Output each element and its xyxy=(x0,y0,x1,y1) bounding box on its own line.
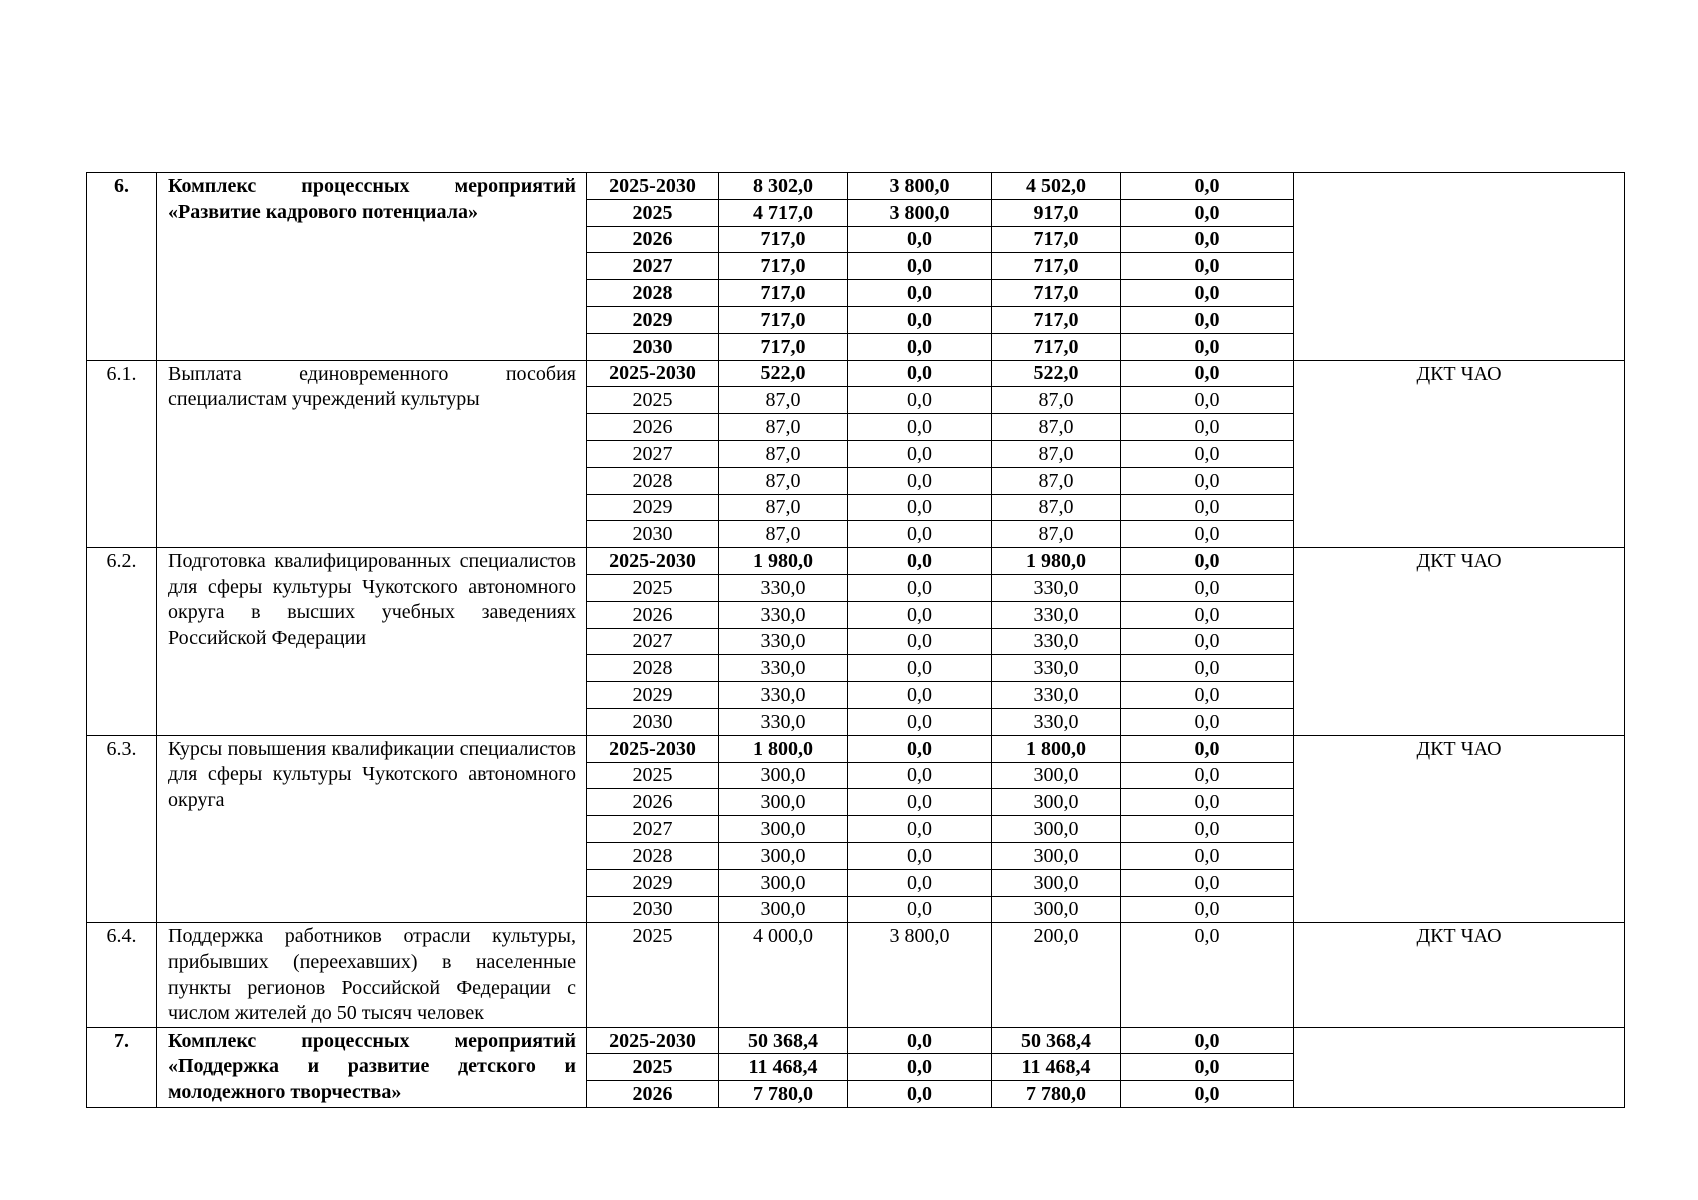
regional-budget-cell: 87,0 xyxy=(992,467,1121,494)
regional-budget-cell: 330,0 xyxy=(992,628,1121,655)
other-sources-cell: 0,0 xyxy=(1121,414,1294,441)
federal-budget-cell: 0,0 xyxy=(848,280,992,307)
regional-budget-cell: 330,0 xyxy=(992,655,1121,682)
other-sources-cell: 0,0 xyxy=(1121,360,1294,387)
total-cell: 330,0 xyxy=(719,601,848,628)
other-sources-cell: 0,0 xyxy=(1121,735,1294,762)
period-cell: 2027 xyxy=(587,253,719,280)
other-sources-cell: 0,0 xyxy=(1121,869,1294,896)
federal-budget-cell: 0,0 xyxy=(848,548,992,575)
other-sources-cell: 0,0 xyxy=(1121,601,1294,628)
other-sources-cell: 0,0 xyxy=(1121,173,1294,200)
table-row xyxy=(87,173,1625,200)
regional-budget-cell: 300,0 xyxy=(992,789,1121,816)
total-cell: 87,0 xyxy=(719,414,848,441)
regional-budget-cell: 87,0 xyxy=(992,440,1121,467)
federal-budget-cell: 0,0 xyxy=(848,440,992,467)
federal-budget-cell: 0,0 xyxy=(848,789,992,816)
period-cell: 2025-2030 xyxy=(587,173,719,200)
regional-budget-cell: 917,0 xyxy=(992,199,1121,226)
item-number: 6.1. xyxy=(87,360,157,548)
item-name: Комплекс процессных мероприятий «Развитие кадрового потенциала» xyxy=(157,173,587,361)
federal-budget-cell: 0,0 xyxy=(848,1081,992,1108)
total-cell: 87,0 xyxy=(719,387,848,414)
regional-budget-cell: 4 502,0 xyxy=(992,173,1121,200)
federal-budget-cell: 3 800,0 xyxy=(848,173,992,200)
period-cell: 2027 xyxy=(587,440,719,467)
federal-budget-cell: 0,0 xyxy=(848,682,992,709)
item-number: 7. xyxy=(87,1027,157,1107)
regional-budget-cell: 300,0 xyxy=(992,869,1121,896)
total-cell: 1 800,0 xyxy=(719,735,848,762)
federal-budget-cell: 0,0 xyxy=(848,306,992,333)
regional-budget-cell: 1 980,0 xyxy=(992,548,1121,575)
federal-budget-cell: 0,0 xyxy=(848,574,992,601)
item-name: Подготовка квалифицированных специалистов для сферы культуры Чукотского автономного округа в высших учебных заведениях Российской Федерации xyxy=(157,548,587,736)
other-sources-cell: 0,0 xyxy=(1121,548,1294,575)
regional-budget-cell: 200,0 xyxy=(992,923,1121,1027)
regional-budget-cell: 330,0 xyxy=(992,708,1121,735)
total-cell: 11 468,4 xyxy=(719,1054,848,1081)
total-cell: 300,0 xyxy=(719,816,848,843)
total-cell: 330,0 xyxy=(719,708,848,735)
responsible-executor: ДКТ ЧАО xyxy=(1294,360,1625,548)
period-cell: 2026 xyxy=(587,601,719,628)
federal-budget-cell: 0,0 xyxy=(848,494,992,521)
federal-budget-cell: 3 800,0 xyxy=(848,923,992,1027)
federal-budget-cell: 0,0 xyxy=(848,360,992,387)
other-sources-cell: 0,0 xyxy=(1121,923,1294,1027)
period-cell: 2026 xyxy=(587,414,719,441)
period-cell: 2029 xyxy=(587,306,719,333)
total-cell: 87,0 xyxy=(719,467,848,494)
item-number: 6.3. xyxy=(87,735,157,923)
total-cell: 300,0 xyxy=(719,789,848,816)
other-sources-cell: 0,0 xyxy=(1121,1081,1294,1108)
item-number: 6.4. xyxy=(87,923,157,1027)
period-cell: 2025-2030 xyxy=(587,735,719,762)
total-cell: 1 980,0 xyxy=(719,548,848,575)
federal-budget-cell: 0,0 xyxy=(848,869,992,896)
federal-budget-cell: 0,0 xyxy=(848,467,992,494)
period-cell: 2028 xyxy=(587,467,719,494)
period-cell: 2029 xyxy=(587,682,719,709)
other-sources-cell: 0,0 xyxy=(1121,253,1294,280)
period-cell: 2026 xyxy=(587,1081,719,1108)
federal-budget-cell: 0,0 xyxy=(848,333,992,360)
item-name: Комплекс процессных мероприятий «Поддержка и развитие детского и молодежного творчества» xyxy=(157,1027,587,1107)
other-sources-cell: 0,0 xyxy=(1121,816,1294,843)
period-cell: 2027 xyxy=(587,816,719,843)
total-cell: 717,0 xyxy=(719,253,848,280)
item-name: Курсы повышения квалификации специалистов для сферы культуры Чукотского автономного округа xyxy=(157,735,587,923)
federal-budget-cell: 3 800,0 xyxy=(848,199,992,226)
table-row xyxy=(87,360,1625,387)
item-name: Выплата единовременного пособия специалистам учреждений культуры xyxy=(157,360,587,548)
other-sources-cell: 0,0 xyxy=(1121,199,1294,226)
period-cell: 2030 xyxy=(587,521,719,548)
other-sources-cell: 0,0 xyxy=(1121,574,1294,601)
other-sources-cell: 0,0 xyxy=(1121,226,1294,253)
other-sources-cell: 0,0 xyxy=(1121,280,1294,307)
period-cell: 2025 xyxy=(587,574,719,601)
responsible-executor: ДКТ ЧАО xyxy=(1294,735,1625,923)
responsible-executor xyxy=(1294,1027,1625,1107)
regional-budget-cell: 1 800,0 xyxy=(992,735,1121,762)
regional-budget-cell: 300,0 xyxy=(992,816,1121,843)
period-cell: 2028 xyxy=(587,655,719,682)
regional-budget-cell: 300,0 xyxy=(992,762,1121,789)
table-row xyxy=(87,735,1625,762)
federal-budget-cell: 0,0 xyxy=(848,896,992,923)
federal-budget-cell: 0,0 xyxy=(848,226,992,253)
federal-budget-cell: 0,0 xyxy=(848,1027,992,1054)
regional-budget-cell: 717,0 xyxy=(992,280,1121,307)
federal-budget-cell: 0,0 xyxy=(848,735,992,762)
federal-budget-cell: 0,0 xyxy=(848,708,992,735)
regional-budget-cell: 87,0 xyxy=(992,521,1121,548)
period-cell: 2025 xyxy=(587,199,719,226)
total-cell: 717,0 xyxy=(719,306,848,333)
federal-budget-cell: 0,0 xyxy=(848,816,992,843)
federal-budget-cell: 0,0 xyxy=(848,1054,992,1081)
responsible-executor xyxy=(1294,173,1625,361)
federal-budget-cell: 0,0 xyxy=(848,387,992,414)
document-page xyxy=(86,172,1625,1108)
period-cell: 2026 xyxy=(587,226,719,253)
period-cell: 2030 xyxy=(587,896,719,923)
total-cell: 4 000,0 xyxy=(719,923,848,1027)
total-cell: 87,0 xyxy=(719,494,848,521)
regional-budget-cell: 717,0 xyxy=(992,333,1121,360)
total-cell: 330,0 xyxy=(719,628,848,655)
item-number: 6. xyxy=(87,173,157,361)
period-cell: 2028 xyxy=(587,280,719,307)
federal-budget-cell: 0,0 xyxy=(848,628,992,655)
other-sources-cell: 0,0 xyxy=(1121,655,1294,682)
total-cell: 717,0 xyxy=(719,280,848,307)
other-sources-cell: 0,0 xyxy=(1121,762,1294,789)
other-sources-cell: 0,0 xyxy=(1121,521,1294,548)
regional-budget-cell: 87,0 xyxy=(992,414,1121,441)
period-cell: 2030 xyxy=(587,708,719,735)
regional-budget-cell: 717,0 xyxy=(992,253,1121,280)
total-cell: 8 302,0 xyxy=(719,173,848,200)
funding-table xyxy=(86,172,1625,1108)
regional-budget-cell: 7 780,0 xyxy=(992,1081,1121,1108)
regional-budget-cell: 87,0 xyxy=(992,494,1121,521)
table-row xyxy=(87,923,1625,1027)
period-cell: 2025-2030 xyxy=(587,1027,719,1054)
other-sources-cell: 0,0 xyxy=(1121,306,1294,333)
period-cell: 2030 xyxy=(587,333,719,360)
total-cell: 330,0 xyxy=(719,655,848,682)
item-number: 6.2. xyxy=(87,548,157,736)
other-sources-cell: 0,0 xyxy=(1121,842,1294,869)
period-cell: 2029 xyxy=(587,494,719,521)
regional-budget-cell: 717,0 xyxy=(992,226,1121,253)
other-sources-cell: 0,0 xyxy=(1121,896,1294,923)
total-cell: 300,0 xyxy=(719,842,848,869)
total-cell: 522,0 xyxy=(719,360,848,387)
other-sources-cell: 0,0 xyxy=(1121,333,1294,360)
other-sources-cell: 0,0 xyxy=(1121,708,1294,735)
total-cell: 717,0 xyxy=(719,333,848,360)
total-cell: 300,0 xyxy=(719,762,848,789)
other-sources-cell: 0,0 xyxy=(1121,440,1294,467)
total-cell: 87,0 xyxy=(719,440,848,467)
total-cell: 717,0 xyxy=(719,226,848,253)
regional-budget-cell: 11 468,4 xyxy=(992,1054,1121,1081)
total-cell: 7 780,0 xyxy=(719,1081,848,1108)
total-cell: 300,0 xyxy=(719,896,848,923)
total-cell: 330,0 xyxy=(719,682,848,709)
total-cell: 87,0 xyxy=(719,521,848,548)
total-cell: 4 717,0 xyxy=(719,199,848,226)
total-cell: 50 368,4 xyxy=(719,1027,848,1054)
regional-budget-cell: 87,0 xyxy=(992,387,1121,414)
period-cell: 2025 xyxy=(587,762,719,789)
federal-budget-cell: 0,0 xyxy=(848,414,992,441)
other-sources-cell: 0,0 xyxy=(1121,387,1294,414)
other-sources-cell: 0,0 xyxy=(1121,682,1294,709)
other-sources-cell: 0,0 xyxy=(1121,789,1294,816)
period-cell: 2029 xyxy=(587,869,719,896)
federal-budget-cell: 0,0 xyxy=(848,601,992,628)
regional-budget-cell: 300,0 xyxy=(992,842,1121,869)
federal-budget-cell: 0,0 xyxy=(848,521,992,548)
period-cell: 2026 xyxy=(587,789,719,816)
period-cell: 2025-2030 xyxy=(587,548,719,575)
regional-budget-cell: 50 368,4 xyxy=(992,1027,1121,1054)
other-sources-cell: 0,0 xyxy=(1121,467,1294,494)
regional-budget-cell: 522,0 xyxy=(992,360,1121,387)
table-body xyxy=(87,173,1625,1108)
table-row xyxy=(87,1027,1625,1054)
period-cell: 2025 xyxy=(587,923,719,1027)
period-cell: 2027 xyxy=(587,628,719,655)
federal-budget-cell: 0,0 xyxy=(848,842,992,869)
regional-budget-cell: 330,0 xyxy=(992,574,1121,601)
federal-budget-cell: 0,0 xyxy=(848,253,992,280)
regional-budget-cell: 330,0 xyxy=(992,682,1121,709)
federal-budget-cell: 0,0 xyxy=(848,762,992,789)
other-sources-cell: 0,0 xyxy=(1121,494,1294,521)
responsible-executor: ДКТ ЧАО xyxy=(1294,548,1625,736)
period-cell: 2025 xyxy=(587,387,719,414)
federal-budget-cell: 0,0 xyxy=(848,655,992,682)
other-sources-cell: 0,0 xyxy=(1121,1027,1294,1054)
regional-budget-cell: 330,0 xyxy=(992,601,1121,628)
other-sources-cell: 0,0 xyxy=(1121,1054,1294,1081)
regional-budget-cell: 300,0 xyxy=(992,896,1121,923)
period-cell: 2025 xyxy=(587,1054,719,1081)
item-name: Поддержка работников отрасли культуры, прибывших (переехавших) в населенные пункты регионов Российской Федерации с числом жителей до 50 тысяч человек xyxy=(157,923,587,1027)
regional-budget-cell: 717,0 xyxy=(992,306,1121,333)
period-cell: 2028 xyxy=(587,842,719,869)
table-row xyxy=(87,548,1625,575)
responsible-executor: ДКТ ЧАО xyxy=(1294,923,1625,1027)
total-cell: 330,0 xyxy=(719,574,848,601)
other-sources-cell: 0,0 xyxy=(1121,628,1294,655)
total-cell: 300,0 xyxy=(719,869,848,896)
period-cell: 2025-2030 xyxy=(587,360,719,387)
